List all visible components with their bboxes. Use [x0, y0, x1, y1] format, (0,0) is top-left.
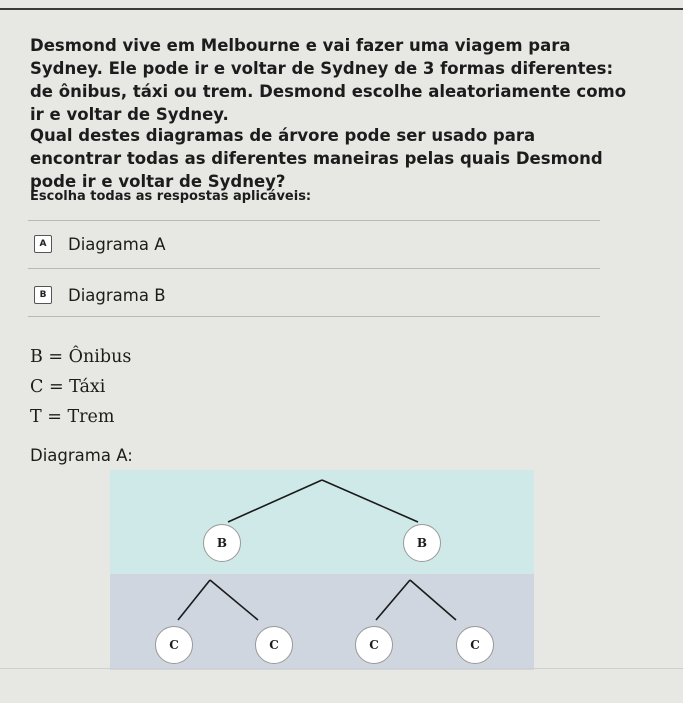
option-a-key: A: [34, 235, 52, 253]
branch-left-right: [210, 580, 258, 620]
branch-root-right: [322, 480, 418, 522]
legend-item-trem: T = Trem: [30, 407, 115, 427]
option-b-key: B: [34, 286, 52, 304]
tree-node-l2-1: C: [155, 626, 193, 664]
branch-right-left: [376, 580, 410, 620]
tree-node-l2-4: C: [456, 626, 494, 664]
question-prompt: Qual destes diagramas de árvore pode ser usado para encontrar todas as diferentes maneiras pelas quais Desmond pode ir e voltar de Sydney?: [30, 126, 603, 191]
tree-node-l1-left: B: [203, 524, 241, 562]
option-divider: [28, 268, 600, 269]
top-divider: [0, 8, 683, 10]
tree-node-l2-3: C: [355, 626, 393, 664]
legend-item-onibus: B = Ônibus: [30, 347, 132, 367]
option-a-label: Diagrama A: [68, 234, 166, 254]
option-divider: [28, 316, 600, 317]
bottom-divider: [0, 668, 683, 669]
option-a[interactable]: [34, 231, 594, 257]
legend-item-taxi: C = Táxi: [30, 377, 106, 397]
legend: [30, 342, 131, 432]
tree-node-l1-right: B: [403, 524, 441, 562]
tree-diagram-a: [110, 470, 534, 670]
branch-root-left: [228, 480, 322, 522]
option-divider: [28, 220, 600, 221]
branch-left-left: [178, 580, 210, 620]
instruction-text: Escolha todas as respostas aplicáveis:: [30, 189, 312, 204]
option-b[interactable]: [34, 282, 594, 308]
branch-right-right: [410, 580, 456, 620]
diagram-a-title: Diagrama A:: [30, 446, 133, 465]
option-b-label: Diagrama B: [68, 285, 166, 305]
tree-node-l2-2: C: [255, 626, 293, 664]
question-context: Desmond vive em Melbourne e vai fazer uma viagem para Sydney. Ele pode ir e voltar de Sydney de 3 formas diferentes: de ônibus, táxi ou trem. Desmond escolhe aleatoriamente como ir e voltar de Sydney.: [30, 36, 627, 124]
